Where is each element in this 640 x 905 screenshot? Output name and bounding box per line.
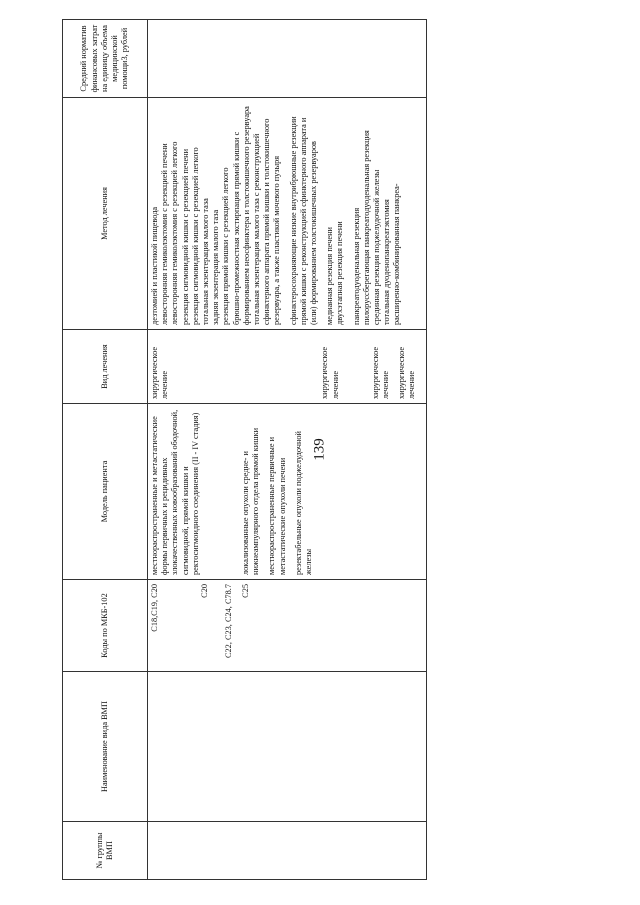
method-item: пилоруссберегающая панкреатодуоденальная резекция: [361, 130, 371, 325]
method-item: тотальная экзентерация малого таза: [201, 198, 211, 325]
vmp-table: [62, 19, 427, 880]
method-item: резекция прямой кишки с резекцией легкого: [221, 167, 231, 325]
page-number: 139: [311, 438, 328, 461]
model-cell: [148, 404, 427, 580]
method-item: срединная резекция поджелудочной железы: [372, 169, 382, 325]
method-item: дезтомией и пластикой пищевода: [150, 206, 159, 325]
type-row-3: хирургическое лечение: [370, 346, 391, 399]
avg-cost-cell: [148, 20, 427, 98]
method-item: тотальная экзентерация малого таза с реконструкцией сфинктерного аппарата прямой кишки и толстокишечного резервуара, а также пластикой мочевого пузыря: [252, 118, 282, 325]
method-item: резекция сигмовидной кишки с резекцией легкого: [190, 147, 200, 325]
method-item: задняя экзентерация малого таза: [211, 209, 221, 325]
header-row: [63, 20, 148, 880]
header-group-no: № группы ВМП: [63, 822, 148, 880]
table-row: [148, 20, 427, 880]
model-row-1: местнораспространенные и метастатические формы первичных и рецидивных злокачественных новообразований ободочной, сигмовидной, прямой кишки и ректосигмоидного соединения (II - IV стадия): [150, 409, 200, 575]
method-cell: [148, 98, 427, 330]
rotated-page: [62, 20, 614, 880]
header-patient-model: Модель пациента: [63, 404, 148, 580]
method-item: левосторонняя гемиколэктомия с резекцией легкого: [170, 141, 180, 325]
header-avg-cost: Средний норматив финансовых затрат на единицу объема медицинской помощи3, рублей: [63, 20, 148, 98]
method-item: резекция сигмовидной кишки с резекцией печени: [180, 148, 190, 325]
type-row-2: хирургическое лечение: [320, 346, 340, 399]
type-row-1: хирургическое лечение: [150, 346, 170, 399]
codes-cell: [148, 580, 427, 672]
method-item: двухэтапная резекция печени: [335, 221, 345, 325]
method-item: тотальная дуоденопанкреатэктомия: [382, 199, 392, 325]
method-item: брюшно-промежностная экстирпация прямой кишки с формированием неосфинктера и толстокишечного резервуара: [231, 106, 251, 325]
group-no-cell: [148, 822, 427, 880]
model-row-3: местнораспространенные первичные и метастатические опухоли печени: [267, 436, 287, 575]
vmp-name-cell: [148, 672, 427, 822]
type-row-4: хирургическое лечение: [397, 346, 417, 399]
type-cell: [148, 330, 427, 404]
method-item: сфинктеросохраняющие низкие внутрибрюшные резекции прямой кишки с реконструкцией сфинктерного аппарата и (или) формированием толстокишечных резервуаров: [288, 116, 319, 325]
codes-row-2: C20: [200, 584, 210, 598]
codes-row-1: C18,C19, C20: [150, 584, 159, 632]
codes-row-3: C22, C23, C24, C78.7: [224, 584, 234, 658]
method-row-1: [150, 102, 283, 325]
method-row-4: [352, 102, 403, 325]
header-treatment-type: Вид лечения: [63, 330, 148, 404]
method-item: расширенно-комбинированная панкреа-: [392, 183, 402, 325]
model-row-4: резектабельные опухоли поджелудочной железы: [293, 431, 314, 575]
method-item: левосторонняя гемиколэктомия с резекцией печени: [160, 143, 170, 325]
codes-row-4: C25: [240, 584, 250, 598]
header-vmp-name: Наименование вида ВМП: [63, 672, 148, 822]
header-icd-codes: Коды по МКБ-102: [63, 580, 148, 672]
method-item: медианная резекция печени: [325, 227, 335, 325]
header-treatment-method: Метод лечения: [63, 98, 148, 330]
model-row-2: локализованные опухоли средне- и нижнеампулярного отдела прямой кишки: [241, 427, 261, 575]
method-row-3: [325, 102, 345, 325]
method-row-2: [289, 102, 320, 325]
method-item: панкреатодуоденальная резекция: [351, 207, 361, 325]
